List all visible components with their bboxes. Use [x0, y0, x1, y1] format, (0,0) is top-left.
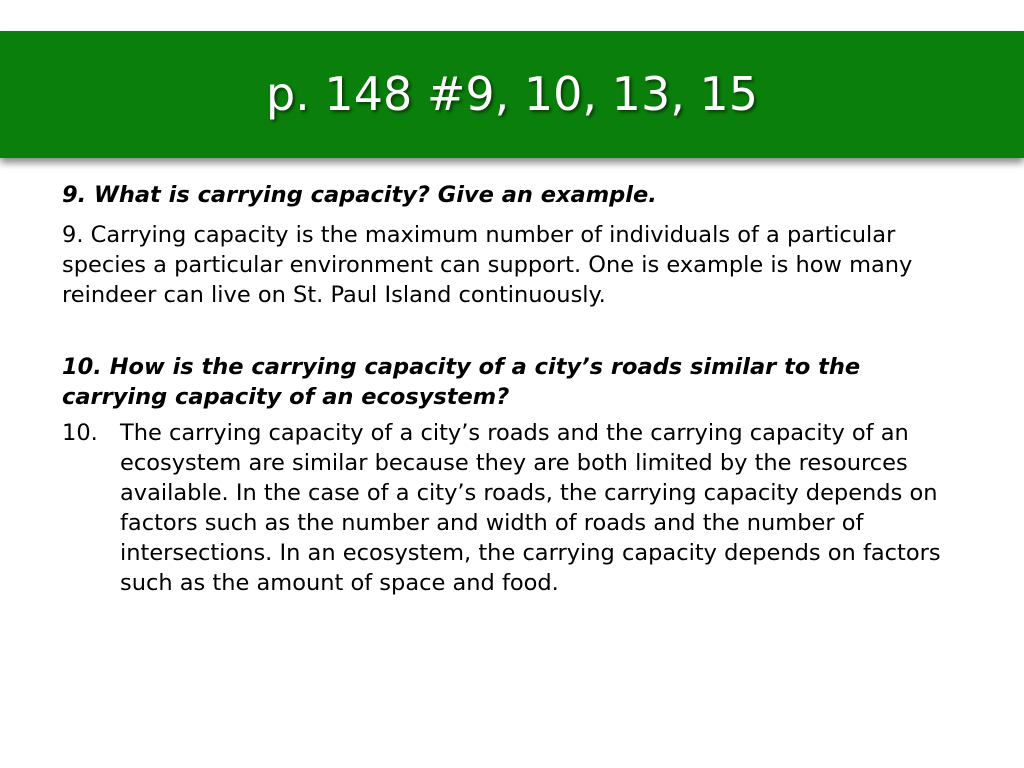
- slide-title: p. 148 #9, 10, 13, 15: [265, 67, 758, 121]
- answer-10: [62, 418, 962, 598]
- slide-content: [62, 180, 962, 598]
- answer-10-text: The carrying capacity of a city’s roads and the carrying capacity of an ecosystem are similar because they are both limited by the resources available. In the case of a city’s roads, the carrying capacity depends on factors such as the number and width of roads and the number of intersections. In an ecosystem, the carrying capacity depends on factors such as the amount of space and food.: [120, 420, 941, 596]
- answer-9: 9. Carrying capacity is the maximum number of individuals of a particular species a particular environment can support. One is example is how many reindeer can live on St. Paul Island continuously.: [62, 222, 913, 308]
- title-bar: [0, 31, 1024, 158]
- answer-10-number: 10.: [62, 420, 98, 446]
- question-10: 10. How is the carrying capacity of a city’s roads similar to the carrying capacity of an ecosystem?: [62, 354, 861, 410]
- question-9: 9. What is carrying capacity? Give an example.: [62, 182, 657, 208]
